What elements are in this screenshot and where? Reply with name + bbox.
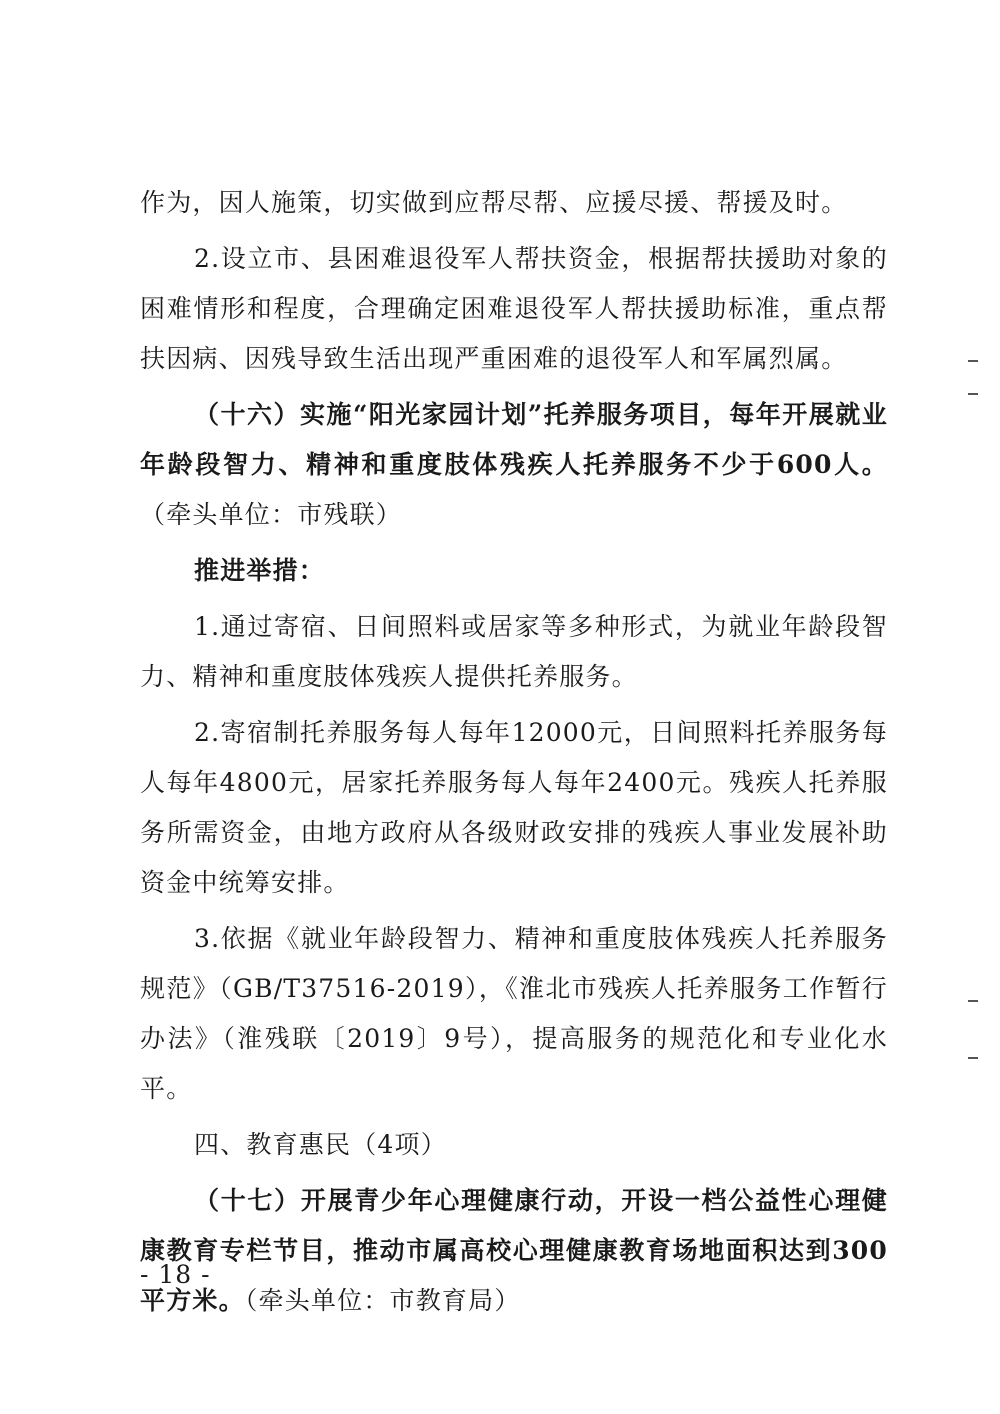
paragraph-measure-3: 3.依据《就业年龄段智力、精神和重度肢体残疾人托养服务规范》（GB/T37516-2019），《淮北市残疾人托养服务工作暂行办法》（淮残联〔2019〕9号），提高服务的规范化和专业化水平。 [140,924,888,1103]
section-17-heading: （十七）开展青少年心理健康行动，开设一档公益性心理健康教育专栏节目，推动市属高校心理健康教育场地面积达到300平方米。 [140,1186,888,1315]
document-body [140,178,888,1326]
chapter-heading-education: 四、教育惠民（4项） [194,1130,447,1159]
section-16-heading: （十六）实施“阳光家园计划”托养服务项目，每年开展就业年龄段智力、精神和重度肢体残疾人托养服务不少于600人。 [140,400,888,479]
paragraph-item-2: 2.设立市、县困难退役军人帮扶资金，根据帮扶援助对象的困难情形和程度，合理确定困难退役军人帮扶援助标准，重点帮扶因病、因残导致生活出现严重困难的退役军人和军属烈属。 [140,244,888,373]
section-17-lead-unit: （牵头单位：市教育局） [244,1286,521,1315]
scan-mark [968,360,978,362]
paragraph-continuation: 作为，因人施策，切实做到应帮尽帮、应援尽援、帮援及时。 [140,188,848,217]
scan-mark [968,1000,978,1002]
scan-mark [968,393,978,395]
paragraph-measure-2: 2.寄宿制托养服务每人每年12000元，日间照料托养服务每人每年4800元，居家托养服务每人每年2400元。残疾人托养服务所需资金，由地方政府从各级财政安排的残疾人事业发展补助资金中统筹安排。 [140,718,888,897]
section-16-lead-unit: （牵头单位：市残联） [140,500,403,529]
paragraph-section-17 [140,1176,888,1326]
paragraph-measure-1: 1.通过寄宿、日间照料或居家等多种形式，为就业年龄段智力、精神和重度肢体残疾人提供托养服务。 [140,612,888,691]
measures-heading: 推进举措： [194,556,326,585]
paragraph-section-16 [140,390,888,540]
scan-mark [968,1057,978,1059]
page-number: - 18 - [140,1260,211,1289]
